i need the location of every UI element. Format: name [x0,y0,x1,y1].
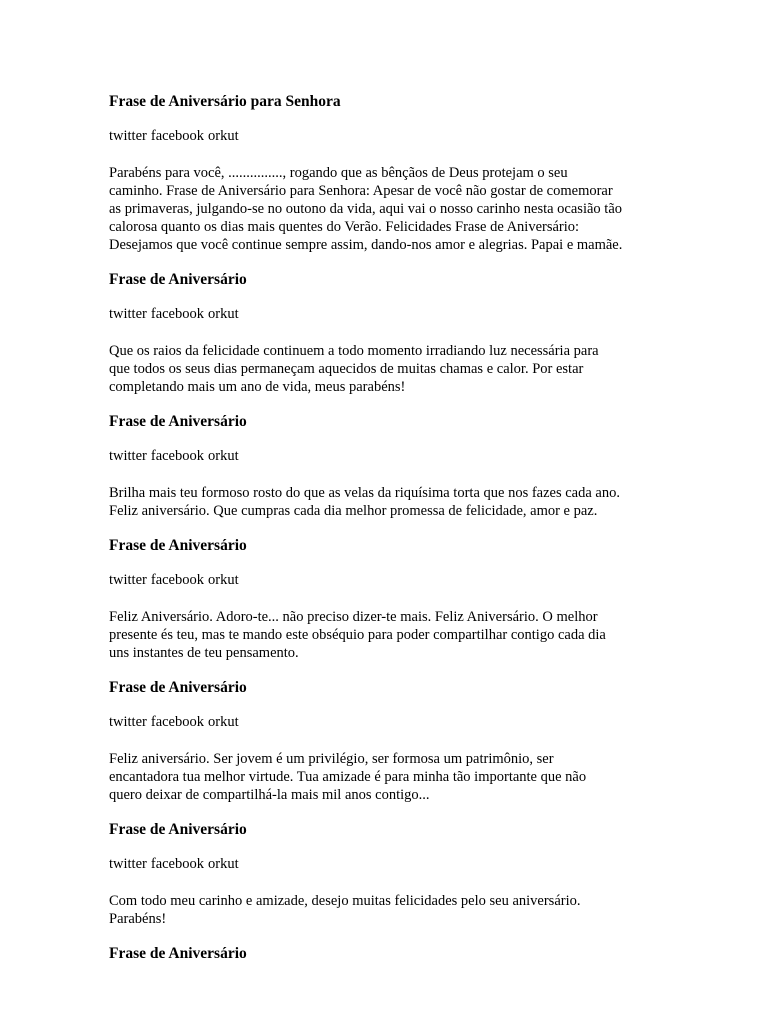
text-line: Com todo meu carinho e amizade, desejo muitas felicidades pelo seu aniversário. [109,893,581,909]
text-line: Parabéns para você, ..............., rogando que as bênçãos de Deus protejam o seu [109,165,568,181]
section-title: Frase de Aniversário para Senhora [109,93,341,110]
share-link[interactable]: twitter [109,856,147,872]
text-line: as primaveras, julgando-se no outono da vida, aqui vai o nosso carinho nesta ocasião tão [109,201,623,217]
share-links [109,305,669,323]
section-title: Frase de Aniversário [109,413,247,430]
share-links [109,127,669,145]
text-line: completando mais um ano de vida, meus parabéns! [109,379,406,395]
text-line: Que os raios da felicidade continuem a todo momento irradiando luz necessária para [109,343,599,359]
section-text [109,608,669,662]
share-link[interactable]: orkut [208,714,239,730]
share-link[interactable]: orkut [208,306,239,322]
text-line: caminho. Frase de Aniversário para Senhora: Apesar de você não gostar de comemorar [109,183,613,199]
phrase-section [109,536,669,662]
share-link[interactable]: facebook [150,572,204,588]
section-text [109,484,669,520]
share-link[interactable]: facebook [150,448,204,464]
text-line: Feliz aniversário. Que cumpras cada dia melhor promessa de felicidade, amor e paz. [109,503,598,519]
text-line: Parabéns! [109,911,167,927]
share-link[interactable]: facebook [150,128,204,144]
phrase-section [109,92,669,254]
text-line: encantadora tua melhor virtude. Tua amizade é para minha tão importante que não [109,769,587,785]
phrase-section [109,820,669,928]
text-line: uns instantes de teu pensamento. [109,645,299,661]
phrase-section [109,944,669,963]
phrase-section [109,270,669,396]
document-content [109,92,669,979]
section-title: Frase de Aniversário [109,271,247,288]
section-text [109,342,669,396]
section-title: Frase de Aniversário [109,679,247,696]
text-line: que todos os seus dias permaneçam aquecidos de muitas chamas e calor. Por estar [109,361,584,377]
share-link[interactable]: twitter [109,306,147,322]
share-links [109,571,669,589]
share-link[interactable]: twitter [109,714,147,730]
share-link[interactable]: twitter [109,448,147,464]
share-link[interactable]: facebook [150,306,204,322]
text-line: Feliz Aniversário. Adoro-te... não preciso dizer-te mais. Feliz Aniversário. O melhor [109,609,598,625]
share-link[interactable]: facebook [150,714,204,730]
share-link[interactable]: facebook [150,856,204,872]
share-link[interactable]: orkut [208,856,239,872]
section-title: Frase de Aniversário [109,821,247,838]
text-line: Feliz aniversário. Ser jovem é um privilégio, ser formosa um patrimônio, ser [109,751,554,767]
share-links [109,713,669,731]
share-link[interactable]: orkut [208,128,239,144]
text-line: presente és teu, mas te mando este obséquio para poder compartilhar contigo cada dia [109,627,606,643]
section-text [109,164,669,254]
text-line: Brilha mais teu formoso rosto do que as velas da riquísima torta que nos fazes cada ano. [109,485,620,501]
section-text [109,892,669,928]
section-title: Frase de Aniversário [109,945,247,962]
share-link[interactable]: twitter [109,128,147,144]
share-links [109,447,669,465]
text-line: calorosa quanto os dias mais quentes do Verão. Felicidades Frase de Aniversário: [109,219,580,235]
text-line: quero deixar de compartilhá-la mais mil anos contigo... [109,787,430,803]
text-line: Desejamos que você continue sempre assim, dando-nos amor e alegrias. Papai e mamãe. [109,237,623,253]
share-link[interactable]: orkut [208,572,239,588]
phrase-section [109,678,669,804]
share-link[interactable]: twitter [109,572,147,588]
section-text [109,750,669,804]
phrase-section [109,412,669,520]
share-link[interactable]: orkut [208,448,239,464]
section-title: Frase de Aniversário [109,537,247,554]
share-links [109,855,669,873]
